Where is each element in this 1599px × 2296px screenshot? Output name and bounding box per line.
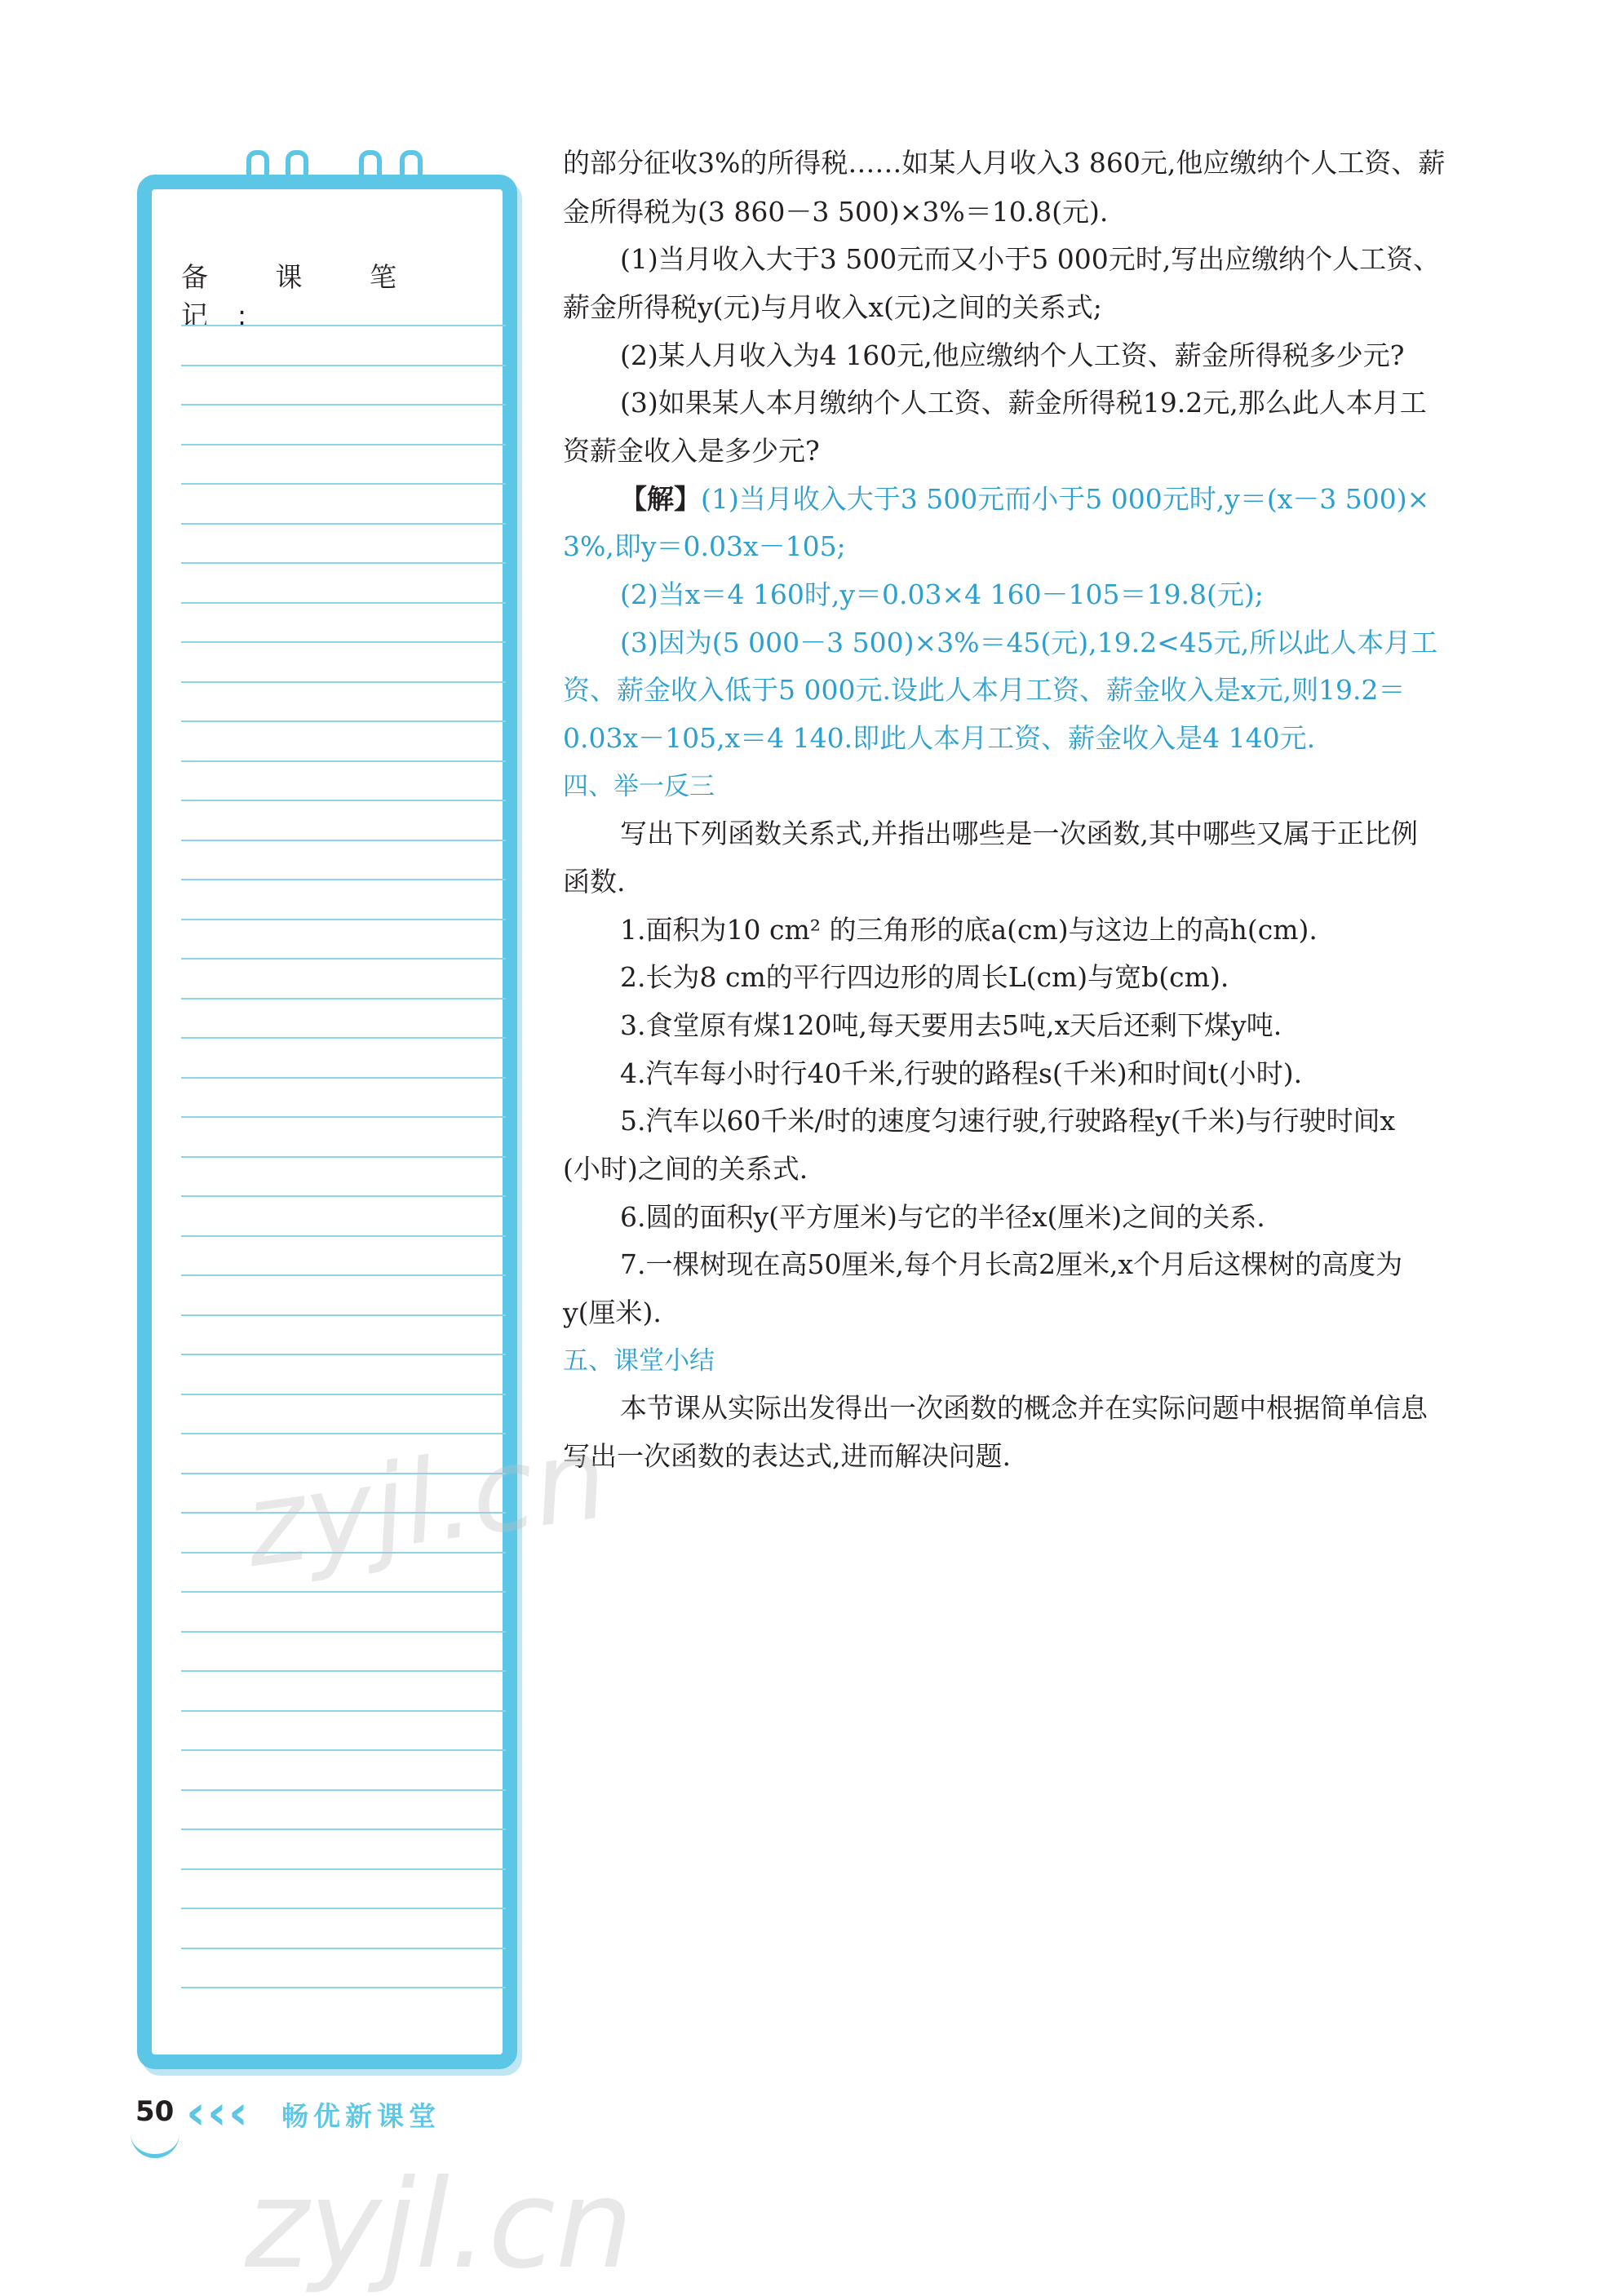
ruled-line	[181, 1789, 506, 1791]
watermark: zyjl.cn	[237, 1411, 615, 1594]
ruled-line	[181, 840, 506, 841]
ruled-line	[181, 404, 506, 406]
exercise-item: 5.汽车以60千米/时的速度匀速行驶,行驶路程y(千米)与行驶时间x	[620, 1105, 1396, 1137]
ruled-line	[181, 483, 506, 485]
ruled-line	[181, 1195, 506, 1197]
ruled-line	[181, 1591, 506, 1593]
question-part-2: (2)某人月收入为4 160元,他应缴纳个人工资、薪金所得税多少元?	[620, 339, 1405, 371]
exercise-item: 3.食堂原有煤120吨,每天要用去5吨,x天后还剩下煤y吨.	[620, 1009, 1282, 1041]
ruled-line	[181, 444, 506, 445]
ruled-line	[181, 562, 506, 564]
chevron-left-icon: ‹	[207, 2085, 227, 2140]
ruled-line	[181, 1037, 506, 1039]
ruled-line	[181, 1710, 506, 1712]
ruled-line	[181, 1314, 506, 1316]
ruled-line	[181, 1828, 506, 1830]
ruled-line	[181, 681, 506, 683]
ruled-line	[181, 1077, 506, 1079]
chevron-left-icon: ‹	[228, 2085, 248, 2140]
ruled-line	[181, 1354, 506, 1355]
ruled-line	[181, 879, 506, 880]
text-line: 写出下列函数关系式,并指出哪些是一次函数,其中哪些又属于正比例	[620, 818, 1418, 849]
ruled-line	[181, 919, 506, 920]
ruled-line	[181, 720, 506, 722]
ruled-line	[181, 1670, 506, 1672]
ruled-line	[181, 1274, 506, 1276]
watermark: zyjl.cn	[245, 2154, 634, 2296]
question-part-1: (1)当月收入大于3 500元而又小于5 000元时,写出应缴纳个人工资、	[620, 243, 1441, 275]
exercise-item: 4.汽车每小时行40千米,行驶的路程s(千米)和时间t(小时).	[620, 1057, 1303, 1089]
ruled-line	[181, 998, 506, 1000]
section-heading: 四、举一反三	[563, 772, 715, 801]
solution-line-1	[620, 483, 1493, 516]
ruled-line	[181, 1235, 506, 1237]
answer-text: (1)当月收入大于3 500元而小于5 000元时,y＝(x－3 500)×	[701, 483, 1430, 515]
ruled-line	[181, 800, 506, 801]
answer-line: (3)因为(5 000－3 500)×3%＝45(元),19.2<45元,所以此人本月工	[620, 627, 1438, 658]
notes-title: 备 课 笔 记:	[181, 261, 426, 331]
answer-line: 0.03x－105,x＝4 140.即此人本月工资、薪金收入是4 140元.	[563, 722, 1316, 754]
page-number-swoosh	[131, 2130, 179, 2158]
ruled-line	[181, 1116, 506, 1118]
series-brand: 畅优新课堂	[281, 2100, 441, 2132]
ruled-line	[181, 760, 506, 762]
text-line: 金所得税为(3 860－3 500)×3%＝10.8(元).	[563, 196, 1109, 228]
ruled-line	[181, 523, 506, 525]
exercise-item: 1.面积为10 cm² 的三角形的底a(cm)与这边上的高h(cm).	[620, 914, 1318, 946]
text-line: 资薪金收入是多少元?	[563, 435, 820, 467]
ruled-line	[181, 1868, 506, 1870]
text-line: 函数.	[563, 866, 626, 898]
text-line: 本节课从实际出发得出一次函数的概念并在实际问题中根据简单信息	[620, 1392, 1428, 1424]
ruled-line	[181, 958, 506, 960]
ruled-line	[181, 1948, 506, 1949]
solution-label: 【解】	[620, 483, 701, 515]
ruled-line	[181, 325, 506, 326]
lesson-notes-panel	[137, 175, 517, 2069]
text-line: y(厘米).	[563, 1296, 662, 1328]
answer-line: 资、薪金收入低于5 000元.设此人本月工资、薪金收入是x元,则19.2＝	[563, 674, 1406, 706]
section-heading: 五、课堂小结	[563, 1346, 715, 1376]
ruled-line	[181, 1631, 506, 1633]
page-number: 50	[135, 2095, 175, 2128]
question-part-3: (3)如果某人本月缴纳个人工资、薪金所得税19.2元,那么此人本月工	[620, 387, 1427, 419]
ruled-line	[181, 1908, 506, 1909]
text-line: 写出一次函数的表达式,进而解决问题.	[563, 1440, 1011, 1472]
answer-line: 3%,即y＝0.03x－105;	[563, 530, 846, 562]
chevron-left-icon: ‹	[186, 2085, 206, 2140]
ruled-line	[181, 1156, 506, 1158]
text-line: (小时)之间的关系式.	[563, 1153, 808, 1185]
exercise-item: 7.一棵树现在高50厘米,每个月长高2厘米,x个月后这棵树的高度为	[620, 1248, 1403, 1280]
ruled-line	[181, 365, 506, 366]
ruled-line	[181, 1749, 506, 1751]
ruled-line	[181, 1987, 506, 1988]
exercise-item: 6.圆的面积y(平方厘米)与它的半径x(厘米)之间的关系.	[620, 1201, 1265, 1233]
text-line: 薪金所得税y(元)与月收入x(元)之间的关系式;	[563, 291, 1102, 323]
exercise-item: 2.长为8 cm的平行四边形的周长L(cm)与宽b(cm).	[620, 961, 1229, 993]
answer-line: (2)当x＝4 160时,y＝0.03×4 160－105＝19.8(元);	[620, 578, 1264, 610]
text-line: 的部分征收3%的所得税……如某人月收入3 860元,他应缴纳个人工资、薪	[563, 147, 1446, 179]
ruled-line	[181, 1394, 506, 1395]
ruled-line	[181, 641, 506, 643]
ruled-line	[181, 602, 506, 604]
